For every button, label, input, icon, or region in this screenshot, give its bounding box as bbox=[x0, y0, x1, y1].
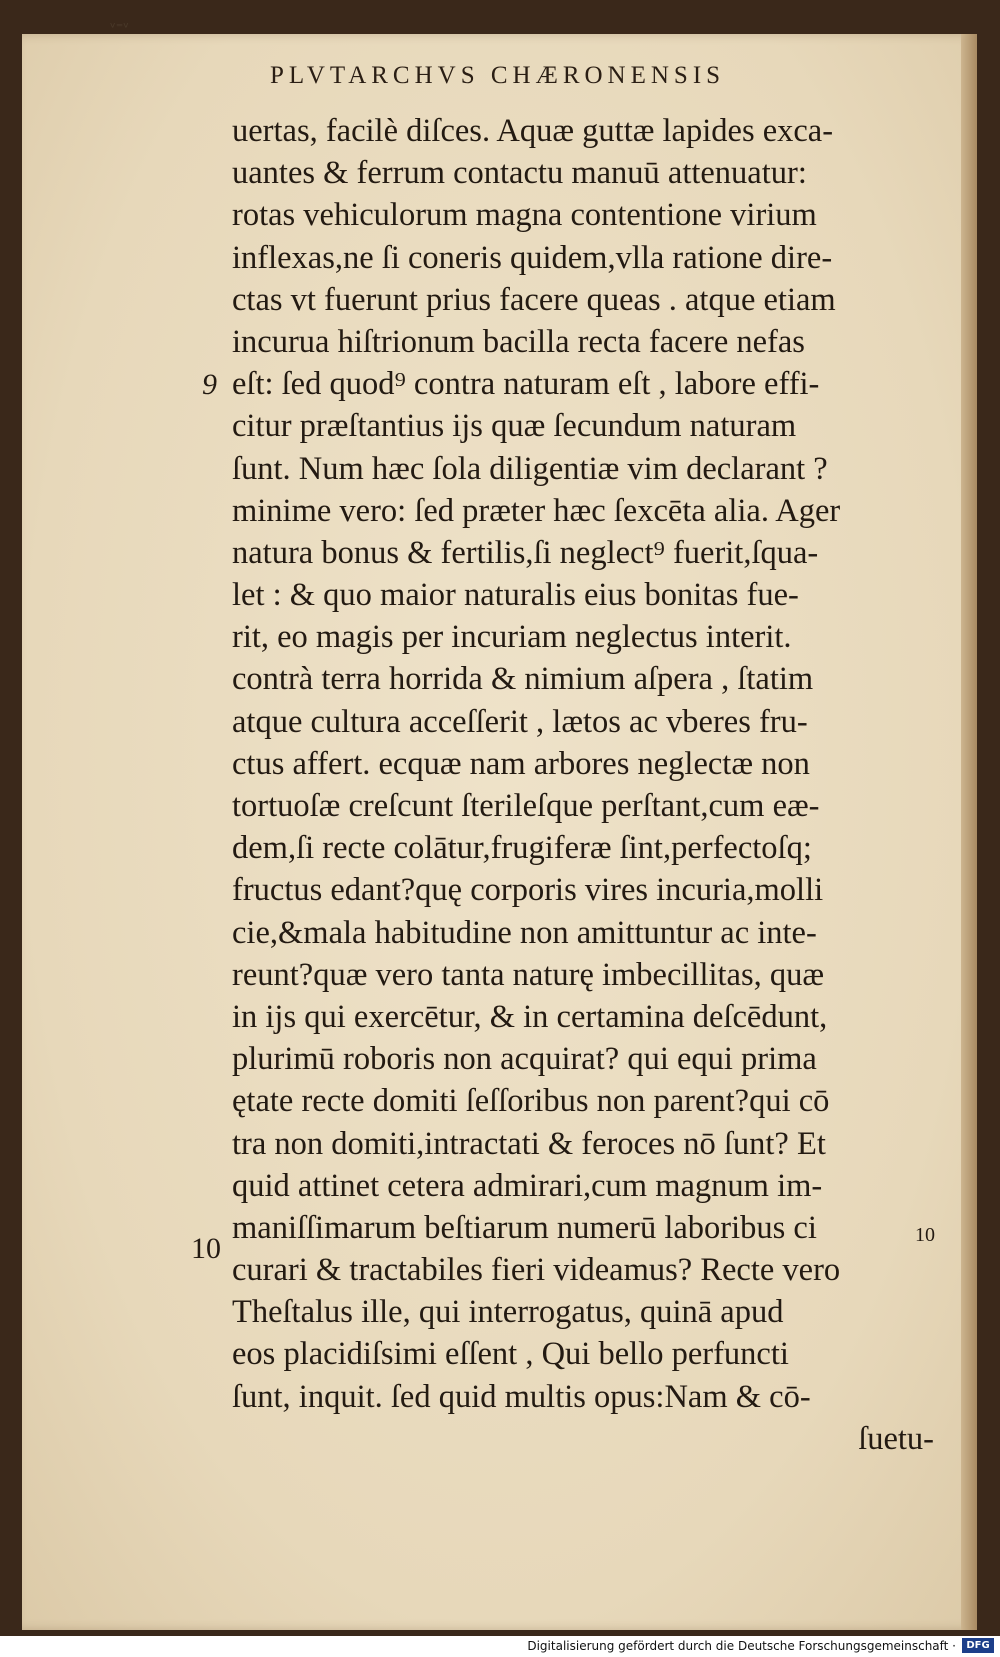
footer-credit: Digitalisierung gefördert durch die Deutsche Forschungsgemeinschaft · bbox=[527, 1639, 956, 1653]
text-line: tortuoſæ creſcunt ſterileſque perſtant,cum eæ- bbox=[232, 788, 820, 824]
margin-note-number: 10 bbox=[191, 1232, 221, 1265]
margin-note-number: 10 bbox=[915, 1224, 935, 1246]
text-line: tra non domiti,intractati & feroces nō ſunt? Et bbox=[232, 1125, 826, 1162]
digitization-footer bbox=[0, 1636, 1000, 1657]
text-line: curari & tractabiles fieri videamus? Recte vero bbox=[232, 1252, 841, 1289]
text-line: incurua hiſtrionum bacilla recta facere nefas bbox=[232, 323, 805, 360]
text-line: ctus affert. ecquæ nam arbores neglectæ non bbox=[232, 745, 810, 782]
text-line: maniſſimarum beſtiarum numerū laboribus ci bbox=[232, 1209, 817, 1246]
text-line: plurimū roboris non acquirat? qui equi prima bbox=[232, 1041, 817, 1078]
text-line: in ijs qui exercētur, & in certamina deſcēdunt, bbox=[232, 998, 828, 1035]
dfg-logo-icon: DFG bbox=[962, 1638, 994, 1653]
text-line: natura bonus & fertilis,ſi neglect⁹ fuerit,ſqua- bbox=[232, 534, 819, 571]
margin-note-number: 9 bbox=[202, 368, 217, 401]
text-line: quid attinet cetera admirari,cum magnum im- bbox=[232, 1167, 823, 1204]
running-head: PLVTARCHVS CHÆRONENSIS bbox=[270, 62, 726, 89]
text-line: fructus edant?quę corporis vires incuria,molli bbox=[232, 872, 824, 909]
text-line: inflexas,ne ſi coneris quidem,vlla ratione dire- bbox=[232, 239, 833, 276]
text-line: reunt?quæ vero tanta naturę imbecillitas, quæ bbox=[232, 956, 825, 993]
text-line: cie,&mala habitudine non amittuntur ac inte- bbox=[232, 914, 817, 951]
text-line: dem,ſi recte colātur,frugiferæ ſint,perfectoſq; bbox=[232, 830, 812, 867]
text-line: let : & quo maior naturalis eius bonitas fue- bbox=[232, 577, 799, 614]
text-line: ſunt, inquit. ſed quid multis opus:Nam & cō- bbox=[232, 1378, 811, 1415]
text-line: ętate recte domiti ſeſſoribus non parent?qui cō bbox=[232, 1083, 830, 1120]
text-line: eos placidiſsimi eſſent , Qui bello perfuncti bbox=[232, 1336, 789, 1373]
top-mark: ᵛ⁼ᵛ bbox=[110, 20, 130, 36]
text-line: citur præſtantius ijs quæ ſecundum naturam bbox=[232, 408, 797, 445]
text-line: rotas vehiculorum magna contentione virium bbox=[232, 197, 817, 234]
text-line: atque cultura acceſſerit , lætos ac vberes fru- bbox=[232, 703, 808, 740]
text-line: Theſtalus ille, qui interrogatus, quinā apud bbox=[232, 1294, 784, 1331]
text-line: ſunt. Num hæc ſola diligentiæ vim declarant ? bbox=[232, 450, 828, 487]
page-edge bbox=[961, 34, 977, 1630]
catchword: ſuetu- bbox=[858, 1420, 934, 1457]
text-line: uantes & ferrum contactu manuū attenuatur: bbox=[232, 155, 807, 192]
text-line: minime vero: ſed præter hæc ſexcēta alia. Ager bbox=[232, 492, 841, 529]
text-line: eſt: ſed quod⁹ contra naturam eſt , labore effi- bbox=[232, 366, 820, 403]
main-text bbox=[232, 110, 952, 1460]
text-line: ctas vt fuerunt prius facere queas . atque etiam bbox=[232, 281, 836, 318]
text-line: contrà terra horrida & nimium aſpera , ſtatim bbox=[232, 661, 814, 698]
text-line: uertas, facilè diſces. Aquæ guttæ lapides exca- bbox=[232, 113, 834, 149]
text-line: rit, eo magis per incuriam neglectus interit. bbox=[232, 619, 792, 656]
